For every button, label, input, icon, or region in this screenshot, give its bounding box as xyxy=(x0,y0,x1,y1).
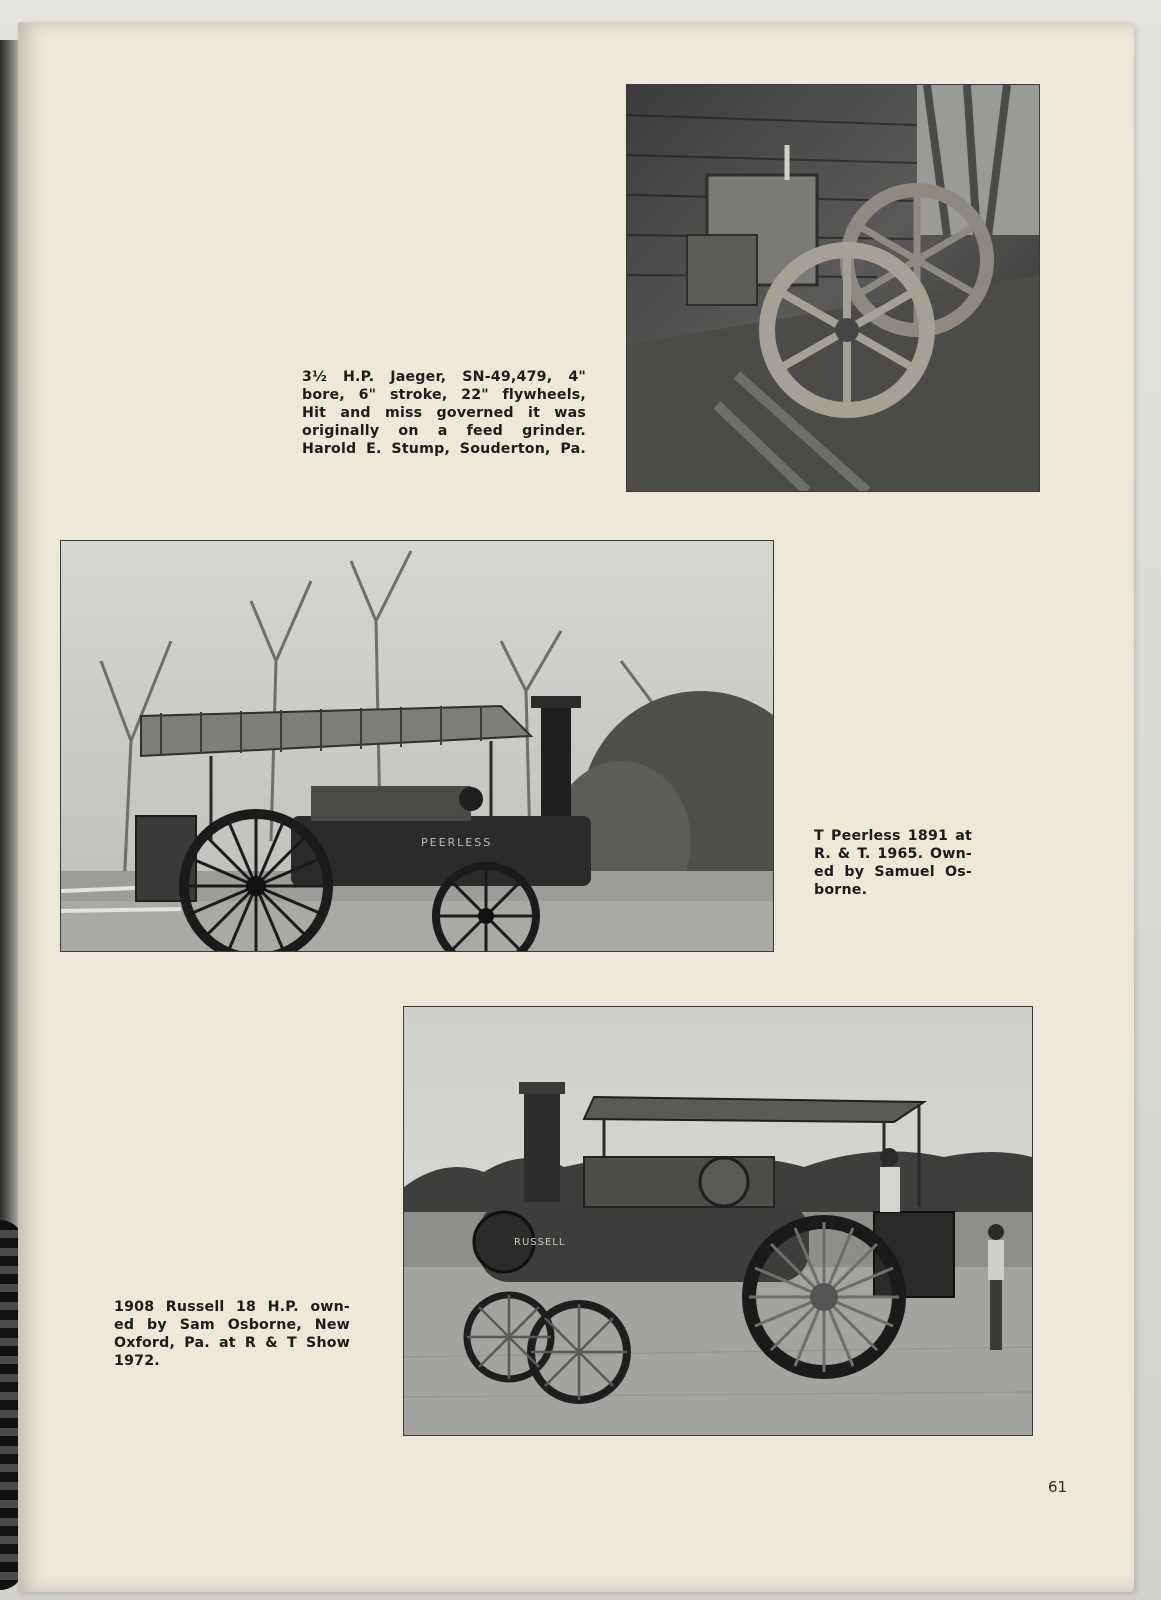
peerless-steam-engine-photo xyxy=(60,540,774,952)
caption-line: T Peerless 1891 at xyxy=(814,828,972,844)
caption-line: Harold E. Stump, Souderton, Pa. xyxy=(302,441,586,457)
caption-line: 1908 Russell 18 H.P. own- xyxy=(114,1299,350,1315)
russell-boiler-marking: RUSSELL xyxy=(514,1237,566,1248)
russell-steam-engine-photo xyxy=(403,1006,1033,1436)
caption-line: 3½ H.P. Jaeger, SN-49,479, 4" xyxy=(302,369,586,385)
caption-line: 1972. xyxy=(114,1353,160,1369)
russell-caption xyxy=(114,1298,350,1370)
caption-line: ed by Sam Osborne, New xyxy=(114,1317,350,1333)
page-number: 61 xyxy=(1048,1478,1068,1496)
jaeger-caption xyxy=(302,368,586,458)
caption-line: ed by Samuel Os- xyxy=(814,864,972,880)
caption-line: Oxford, Pa. at R & T Show xyxy=(114,1335,350,1351)
caption-line: bore, 6" stroke, 22" flywheels, xyxy=(302,387,586,403)
caption-line: Hit and miss governed it was xyxy=(302,405,586,421)
caption-line: borne. xyxy=(814,882,868,898)
jaeger-engine-photo xyxy=(626,84,1040,492)
peerless-caption xyxy=(814,827,972,899)
peerless-boiler-marking: PEERLESS xyxy=(421,836,493,849)
caption-line: R. & T. 1965. Own- xyxy=(814,846,972,862)
caption-line: originally on a feed grinder. xyxy=(302,423,586,439)
magazine-page xyxy=(18,22,1134,1592)
